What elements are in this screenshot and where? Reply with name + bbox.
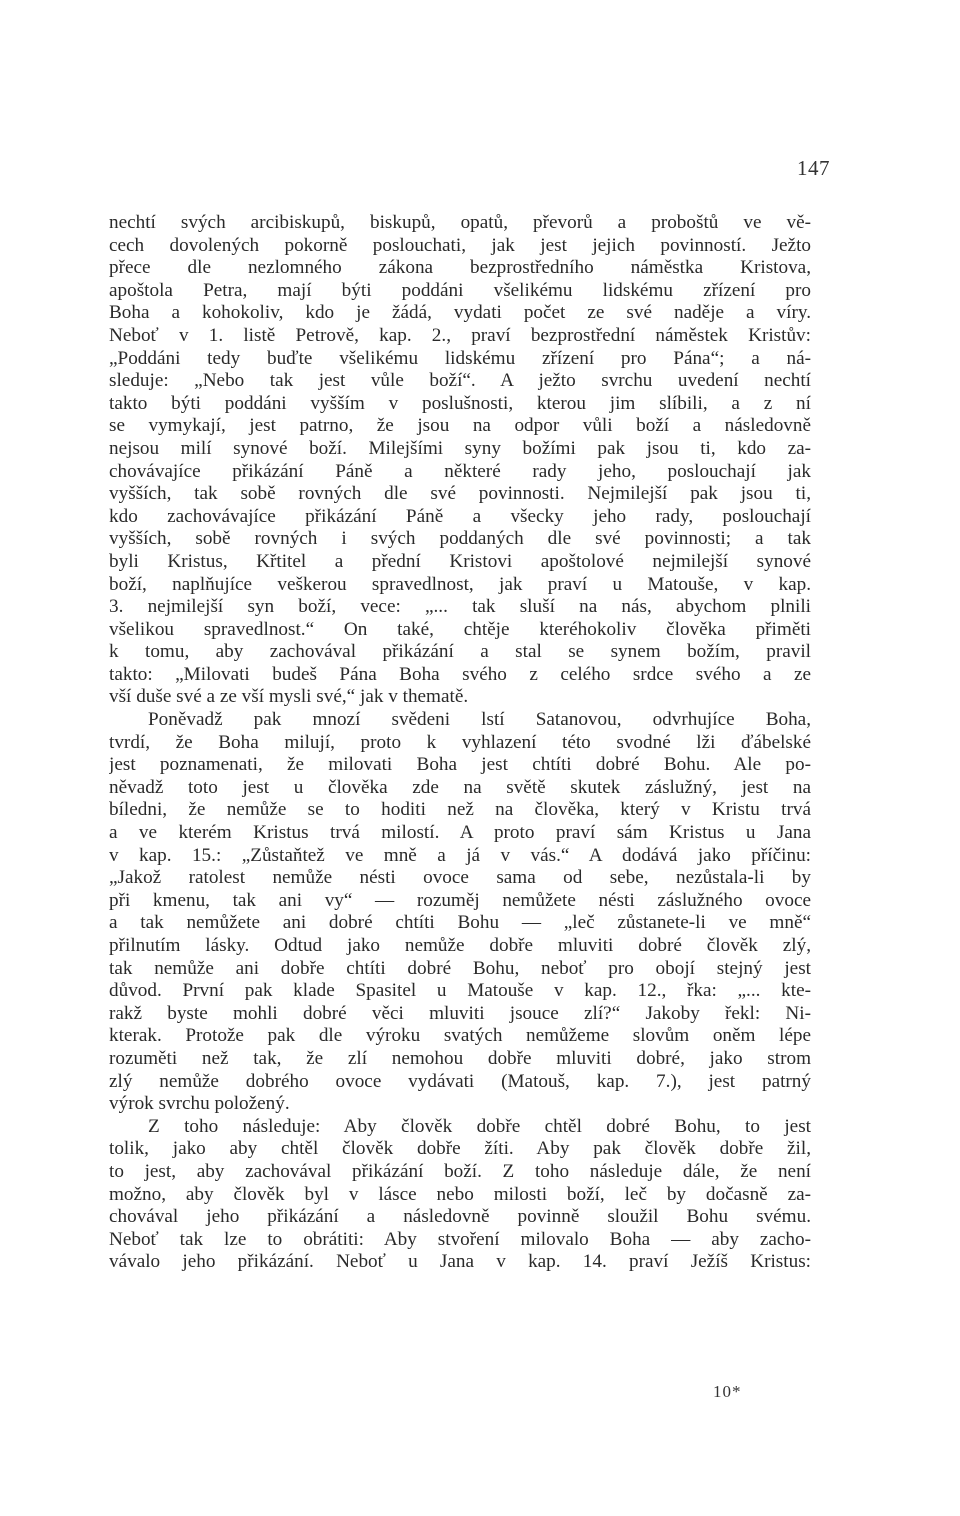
text-line: takto býti poddáni vyšším v poslušnosti, kterou jim slíbili, a z ní bbox=[109, 392, 811, 414]
text-line: vyšších, tak sobě rovných dle své povinnosti. Nejmilejší pak jsou ti, bbox=[109, 483, 811, 505]
text-line: a ve kterém Kristus trvá milostí. A proto praví sám Kristus u Jana bbox=[109, 822, 811, 844]
text-line: chovával jeho přikázání a následovně povinně sloužil Bohu svému. bbox=[109, 1206, 811, 1228]
text-line: jest poznamenati, že milovati Boha jest chtíti dobré Bohu. Ale po- bbox=[109, 754, 811, 776]
text-line: Neboť tak lze to obrátiti: Aby stvoření milovalo Boha — aby zacho- bbox=[109, 1228, 811, 1250]
text-line: výrok svrchu položený. bbox=[109, 1093, 290, 1115]
text-line: nechtí svých arcibiskupů, biskupů, opatů, převorů a proboštů ve vě- bbox=[109, 212, 811, 233]
text-line: cech dovolených pokorně poslouchati, jak jest jejich povinností. Ježto bbox=[109, 234, 811, 256]
text-line: 3. nejmilejší syn boží, vece: „... tak sluší na nás, abychom plnili bbox=[109, 596, 811, 618]
text-line: kdo zachovávajíce přikázání Páně a všecky jeho rady, poslouchají bbox=[109, 505, 811, 527]
text-line: tolik, jako aby chtěl člověk dobře žíti. Aby pak člověk dobře žil, bbox=[109, 1138, 811, 1160]
text-line: apoštola Petra, mají býti poddáni všelikému lidskému zřízení pro bbox=[109, 279, 811, 301]
text-line: možno, aby člověk byl v lásce nebo milosti boží, leč by dočasně za- bbox=[109, 1183, 811, 1205]
text-line: Boha a kohokoliv, kdo je žádá, vydati počet ze své naděje a víry. bbox=[109, 302, 811, 324]
text-line: důvod. První pak klade Spasitel u Matouše v kap. 12., řka: „... kte- bbox=[109, 980, 811, 1002]
text-line: Poněvadž pak mnozí svědeni lstí Satanovou, odvrhujíce Boha, bbox=[148, 709, 811, 731]
text-line: Z toho následuje: Aby člověk dobře chtěl dobré Bohu, to jest bbox=[148, 1115, 811, 1137]
text-line: sleduje: „Nebo tak jest vůle boží“. A ježto svrchu uvedení nechtí bbox=[109, 370, 811, 392]
text-line: bíledni, že nemůže se to hoditi než na člověka, který v Kristu trvá bbox=[109, 799, 811, 821]
text-line: Neboť v 1. listě Petrově, kap. 2., praví bezprostřední náměstek Kristův: bbox=[109, 324, 811, 346]
text-line: „Jakož ratolest nemůže nésti ovoce sama od sebe, nezůstala-li by bbox=[109, 867, 811, 889]
text-line: rakž byste mohli dobré věci mluviti jsouce zlí?“ Jakoby řekl: Ni- bbox=[109, 1002, 811, 1024]
text-line: kterak. Protože pak dle výroku svatých nemůžeme slovům oněm lépe bbox=[109, 1025, 811, 1047]
text-line: vyšších, sobě rovných i svých poddaných dle své povinnosti; a tak bbox=[109, 528, 811, 550]
text-line: chovávajíce přikázání Páně a některé rady jeho, poslouchají jak bbox=[109, 460, 811, 482]
text-line: při kmenu, tak ani vy“ — rozuměj nemůžete nésti záslužného ovoce bbox=[109, 889, 811, 911]
text-line: tvrdí, že Boha milují, proto k vyhlazení této svodné lži ďábelské bbox=[109, 731, 811, 753]
text-line: tak nemůže ani dobře chtíti dobré Bohu, neboť pro obojí stejný jest bbox=[109, 957, 811, 979]
text-line: takto: „Milovati budeš Pána Boha svého z celého srdce svého a ze bbox=[109, 663, 811, 685]
text-line: něvadž toto jest u člověka zde na světě skutek záslužný, jest na bbox=[109, 776, 811, 798]
body-text bbox=[109, 212, 811, 1274]
text-line: vší duše své a ze vší mysli své,“ jak v thematě. bbox=[109, 686, 469, 708]
text-line: všelikou spravedlnost.“ On také, chtěje kteréhokoliv člověka přiměti bbox=[109, 618, 811, 640]
text-line: přilnutím lásky. Odtud jako nemůže dobře mluviti dobré člověk zlý, bbox=[109, 935, 811, 956]
printer-signature-mark: 10* bbox=[713, 1382, 742, 1401]
text-line: to jest, aby zachovával přikázání boží. Z toho následuje dále, že není bbox=[109, 1160, 811, 1182]
text-line: a tak nemůžete ani dobré chtíti Bohu — „leč zůstanete-li ve mně“ bbox=[109, 912, 811, 934]
text-line: se vymykají, jest patrno, že jsou na odpor vůli boží a následovně bbox=[109, 415, 811, 437]
text-line: v kap. 15.: „Zůstaňtež ve mně a já v vás.“ A dodává jako příčinu: bbox=[109, 844, 811, 866]
text-line: rozuměti než tak, že zlí nemohou dobře mluviti dobré, jako strom bbox=[109, 1047, 811, 1069]
text-line: boží, naplňujíce veškerou spravedlnost, jak praví u Matouše, v kap. bbox=[109, 573, 811, 595]
text-line: přece dle nezlomného zákona bezprostředního náměstka Kristova, bbox=[109, 257, 811, 279]
text-line: k tomu, aby zachovával přikázání a stal se synem božím, pravil bbox=[109, 641, 811, 663]
text-line: nejsou milí synové boží. Milejšími syny božími pak jsou ti, kdo za- bbox=[109, 437, 811, 459]
text-line: zlý nemůže dobrého ovoce vydávati (Matouš, kap. 7.), jest patrný bbox=[109, 1070, 811, 1092]
text-line: vávalo jeho přikázání. Neboť u Jana v kap. 14. praví Ježíš Kristus: bbox=[109, 1251, 811, 1273]
text-line: byli Kristus, Křtitel a přední Kristovi apoštolové nejmilejší synové bbox=[109, 550, 811, 572]
text-line: „Poddáni tedy buďte všelikému lidskému zřízení pro Pána“; a ná- bbox=[109, 347, 811, 369]
page-number: 147 bbox=[797, 156, 830, 180]
